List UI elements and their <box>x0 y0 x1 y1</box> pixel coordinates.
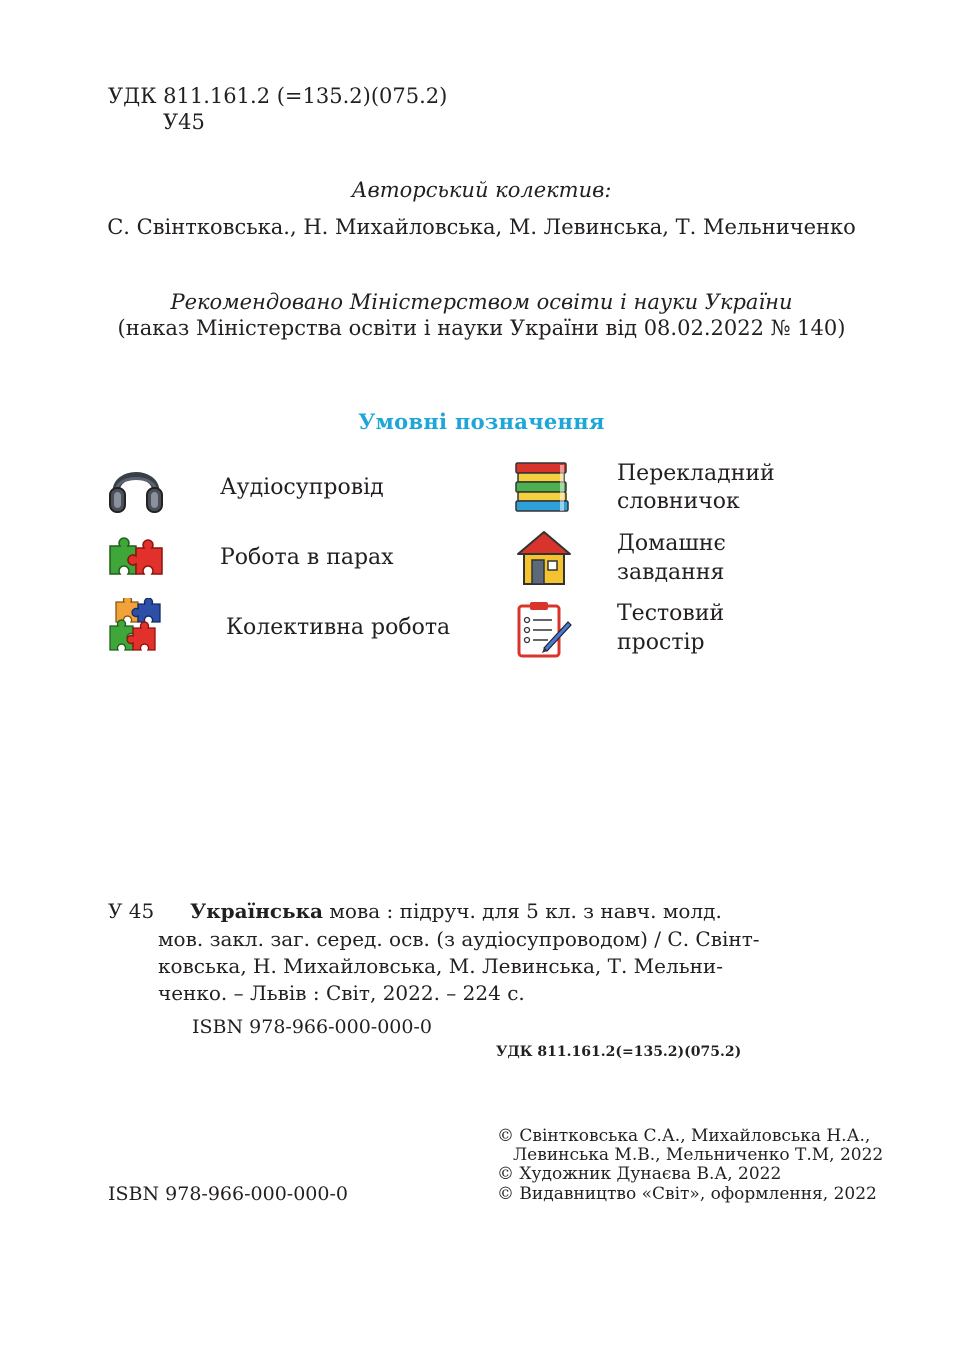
headphones-icon <box>106 456 166 516</box>
recommendation-line1: Рекомендовано Міністерством освіти і науки України <box>170 290 793 314</box>
authors-heading: Авторський колектив: <box>351 178 612 202</box>
copyright-artist: © Художник Дунаєва В.А, 2022 <box>497 1164 782 1184</box>
catalog-line4: ченко. – Львів : Світ, 2022. – 224 с. <box>158 981 525 1005</box>
footer-isbn: ISBN 978-966-000-000-0 <box>108 1183 348 1205</box>
legend-label-test-line1: Тестовий <box>617 601 725 626</box>
catalog-line2: мов. закл. заг. серед. осв. (з аудіосупроводом) / С. Свінт- <box>158 927 760 951</box>
house-icon <box>514 528 574 588</box>
copyright-authors-line2: Левинська М.В., Мельниченко Т.М, 2022 <box>513 1145 884 1165</box>
legend-label-dictionary-line1: Перекладний <box>617 461 775 486</box>
catalog-code: У 45 <box>108 899 155 923</box>
books-stack-icon <box>512 458 572 518</box>
legend-label-dictionary-line2: словничок <box>617 489 740 514</box>
index-code: У45 <box>163 110 205 134</box>
udk-header: УДК 811.161.2 (=135.2)(075.2) <box>108 84 448 108</box>
puzzle-group-icon <box>106 598 166 658</box>
catalog-line1 <box>190 898 722 925</box>
legend-label-homework-line1: Домашнє <box>617 531 726 556</box>
legend-label-collective: Колективна робота <box>226 615 451 640</box>
copyright-authors-line1: © Свінтковська С.А., Михайловська Н.А., <box>497 1126 871 1146</box>
copyright-publisher: © Видавництво «Світ», оформлення, 2022 <box>497 1184 877 1204</box>
puzzle-pair-icon <box>106 530 166 590</box>
clipboard-test-icon <box>514 600 574 660</box>
legend-label-test-line2: простір <box>617 630 705 655</box>
catalog-title-bold: Українська <box>190 899 324 923</box>
catalog-line1-rest: мова : підруч. для 5 кл. з навч. молд. <box>323 899 722 923</box>
legend-label-homework-line2: завдання <box>617 560 725 585</box>
catalog-udk: УДК 811.161.2(=135.2)(075.2) <box>496 1044 742 1060</box>
catalog-isbn: ISBN 978-966-000-000-0 <box>192 1016 432 1038</box>
recommendation-line2: (наказ Міністерства освіти і науки України від 08.02.2022 № 140) <box>117 316 846 340</box>
legend-title: Умовні позначення <box>358 409 605 434</box>
authors-names: С. Свінтковська., Н. Михайловська, М. Левинська, Т. Мельниченко <box>107 215 856 239</box>
catalog-line3: ковська, Н. Михайловська, М. Левинська, Т. Мельни- <box>158 954 724 978</box>
legend-label-audio: Аудіосупровід <box>220 475 384 500</box>
legend-label-pairs: Робота в парах <box>220 545 394 570</box>
